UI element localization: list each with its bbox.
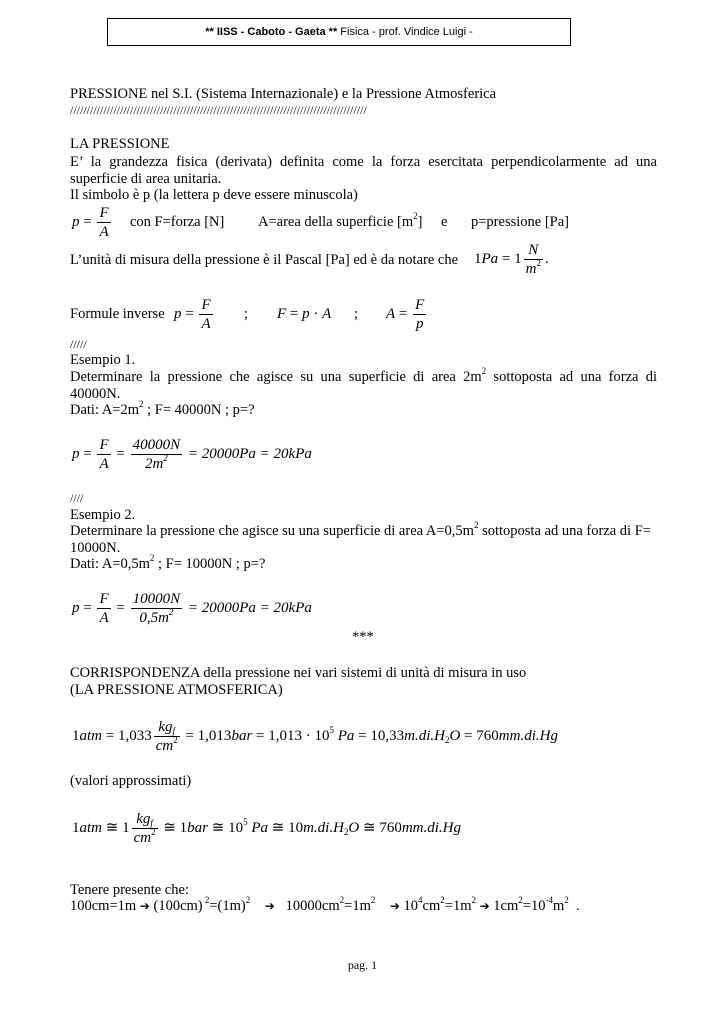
semicolon-2: ;	[354, 306, 359, 322]
formula-desc-and: e	[441, 214, 448, 230]
section-heading-corrispondenza: CORRISPONDENZA della pressione nei vari sistemi di unità di misura in uso	[70, 665, 527, 681]
formula-pascal: 1Pa = 1 $\frac{N}{m^2}$ .	[474, 242, 549, 277]
arrow-right-icon: ➔	[389, 899, 400, 913]
unit-line: L’unità di misura della pressione è il Pascal [Pa] ed è da notare che	[70, 252, 459, 268]
example1-solution: p = $\frac{F}{A}$ = $\frac{40000N}{2m^2}$ = 20000Pa = 20kPa	[72, 437, 312, 472]
header-school: IISS - Caboto - Gaeta	[216, 26, 326, 38]
formula-atm-approx: 1atm ≅ 1 $\frac{kg_f}{cm^2}$ ≅ 1bar ≅ $10^5$ Pa ≅ $10m.di.H_2O$ ≅ 760mm.di.Hg	[72, 811, 462, 846]
header-rest: Fisica - prof. Vindice Luigi -	[337, 26, 473, 38]
symbol-line: Il simbolo è p (la lettera p deve essere minuscola)	[70, 187, 358, 203]
approx-label: (valori approssimati)	[70, 773, 192, 789]
formula-atm-exact: 1atm = 1,033 $\frac{kg_f}{cm^2}$ = $1,013bar = 1,013 \cdot 10^5$ $Pa = 10,33m.di.H_2O = 760mm.di.Hg$	[72, 719, 558, 754]
example2-line-2: 10000N.	[70, 540, 121, 556]
example2-data: Dati: $A=0,5m^2$ ; F= 10000N ; p=?	[70, 553, 266, 572]
inverse-label: Formule inverse	[70, 306, 165, 322]
section-heading-atmosferica: (LA PRESSIONE ATMOSFERICA)	[70, 682, 283, 698]
example2-line-1: Determinare la pressione che agisce su una superficie di area $A=0,5m^2$ sottoposta ad una forza di F=	[70, 520, 651, 539]
arrow-right-icon: ➔	[264, 899, 275, 913]
formula-inverse-a: A = $\frac{F}{p}$	[386, 297, 425, 332]
example1-title: Esempio 1.	[70, 352, 136, 368]
keep-in-mind-label: Tenere presente che:	[70, 882, 189, 898]
page-title: PRESSIONE nel S.I. (Sistema Internazionale) e la Pressione Atmosferica	[70, 86, 497, 102]
arrow-right-icon: ➔	[139, 899, 150, 913]
page-header	[107, 18, 571, 46]
semicolon-1: ;	[244, 306, 249, 322]
formula-pressure: p = $\frac{F}{A}$	[72, 205, 109, 240]
formula-desc-force: con F=forza [N]	[130, 214, 225, 230]
example1-separator: /////	[70, 337, 87, 351]
example1-line-1: Determinare la pressione che agisce su una superficie di area $2m^2$ sottoposta ad una forza di	[70, 366, 657, 385]
separator-line: /////////////////////////////////////////////////////////////////////////////////////////	[70, 103, 367, 117]
example2-solution: p = $\frac{F}{A}$ = $\frac{10000N}{0,5m^2}$ = 20000Pa = 20kPa	[72, 591, 312, 626]
example1-data: Dati: $A=2m^2$ ; F= 40000N ; p=?	[70, 399, 255, 418]
example2-title: Esempio 2.	[70, 507, 136, 523]
header-stars-right: **	[325, 26, 338, 38]
section-stars: ***	[352, 629, 374, 645]
formula-inverse-f: F = p · A	[277, 306, 332, 322]
definition-line-2: superficie di area unitaria.	[70, 171, 222, 187]
example1-line-2: 40000N.	[70, 386, 121, 402]
formula-desc-area: A=area della superficie $[m^2]$	[258, 211, 423, 230]
formula-desc-pressure: p=pressione [Pa]	[471, 214, 569, 230]
definition-line-1: E’ la grandezza fisica (derivata) definita come la forza esercitata perpendicolarmente ad una	[70, 154, 657, 170]
header-stars-left: **	[205, 26, 217, 38]
section-heading-pressione: LA PRESSIONE	[70, 136, 170, 152]
formula-inverse-p: p = $\frac{F}{A}$	[174, 297, 211, 332]
page-number: pag. 1	[347, 958, 378, 972]
arrow-right-icon: ➔	[479, 899, 490, 913]
example2-separator: ////	[70, 491, 84, 505]
unit-conversion-chain: 100cm=1m ➔ (100cm) $^2=(1m)^2$ ➔ $10000cm^2=1m^2$ ➔ $10^4cm^2=1m^2$ ➔ $1cm^2=10^{-4}m^2$ .	[70, 895, 580, 914]
